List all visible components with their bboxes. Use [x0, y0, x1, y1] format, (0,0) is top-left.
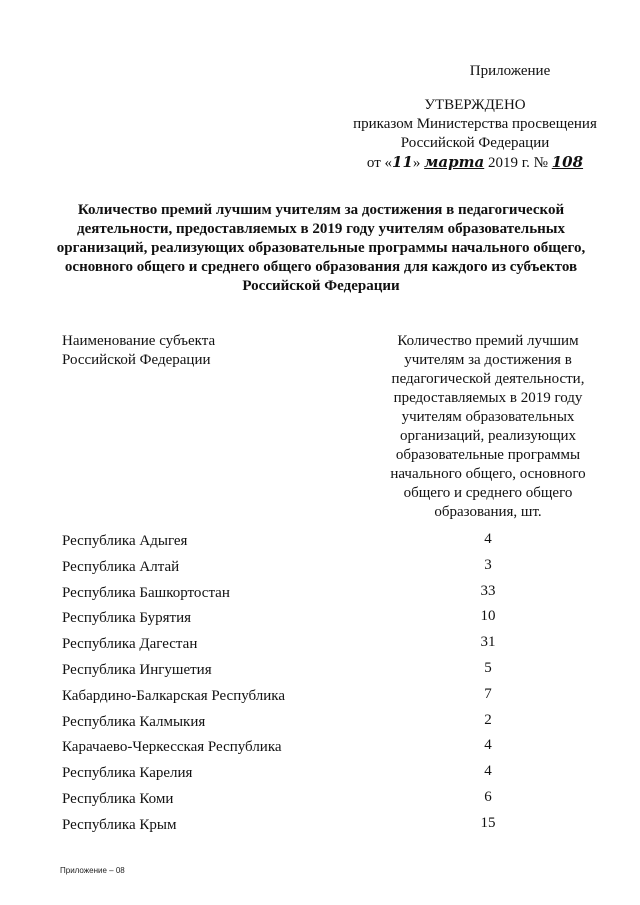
row-subject: Республика Дагестан	[62, 636, 198, 653]
table-row	[0, 686, 640, 712]
table-row	[0, 608, 640, 634]
row-value: 6	[484, 788, 492, 805]
row-subject: Республика Башкортостан	[62, 584, 230, 601]
appendix-label: Приложение	[469, 63, 551, 79]
row-value: 4	[484, 531, 492, 547]
date-mid: »	[412, 155, 421, 171]
row-subject: Республика Крым	[62, 816, 177, 833]
table-row	[0, 634, 640, 660]
approval-stamp	[340, 96, 610, 173]
date-prefix: от «	[366, 155, 393, 171]
row-value: 33	[480, 582, 496, 599]
order-line-1: приказом Министерства просвещения	[353, 116, 597, 132]
order-date-line	[340, 153, 610, 173]
table-row	[0, 815, 640, 841]
row-value: 4	[484, 737, 492, 754]
document-title: Количество премий лучшим учителям за достижения в педагогической деятельности, предоставляемых в 2019 году учителям образовательных организаций, реализующих образовательные программы начального общего, основного общего и среднего общего образования для каждого из субъектов Российской Федерации	[56, 202, 586, 294]
row-value: 5	[484, 659, 492, 676]
table-row	[0, 712, 640, 738]
table-row	[0, 531, 640, 557]
approved-label: УТВЕРЖДЕНО	[424, 97, 526, 113]
row-subject: Республика Адыгея	[62, 533, 188, 549]
table-row	[0, 660, 640, 686]
column-header-subject: Наименование субъекта Российской Федерации	[62, 333, 216, 368]
row-value: 7	[484, 685, 492, 702]
column-header-quantity: Количество премий лучшим учителям за достижения в педагогической деятельности, предоставляемых в 2019 году учителям образовательных организаций, реализующих образовательные программы начального общего, основного общего и среднего общего образования, шт.	[390, 333, 586, 520]
row-subject: Кабардино-Балкарская Республика	[62, 687, 286, 704]
page-footer: Приложение – 08	[60, 866, 125, 875]
row-subject: Республика Алтай	[62, 558, 180, 575]
row-value: 3	[484, 556, 492, 573]
table-row	[0, 737, 640, 763]
row-subject: Республика Ингушетия	[62, 661, 212, 678]
order-line-2: Российской Федерации	[400, 135, 550, 151]
table-row	[0, 763, 640, 789]
order-number: 108	[551, 153, 584, 171]
row-value: 4	[484, 763, 492, 780]
table-row	[0, 789, 640, 815]
row-value: 10	[480, 608, 496, 625]
row-subject: Республика Калмыкия	[62, 713, 206, 730]
row-subject: Республика Карелия	[62, 765, 193, 782]
date-month: марта	[424, 153, 485, 171]
table-row	[0, 557, 640, 583]
date-day: 11	[392, 153, 413, 171]
row-subject: Республика Бурятия	[62, 610, 192, 627]
row-value: 2	[484, 711, 492, 728]
date-year: 2019 г. №	[487, 155, 548, 171]
table-row	[0, 583, 640, 609]
row-value: 15	[480, 814, 496, 831]
table-body	[0, 531, 640, 841]
row-subject: Карачаево-Черкесская Республика	[62, 739, 282, 756]
row-value: 31	[480, 634, 496, 651]
row-subject: Республика Коми	[62, 790, 174, 807]
